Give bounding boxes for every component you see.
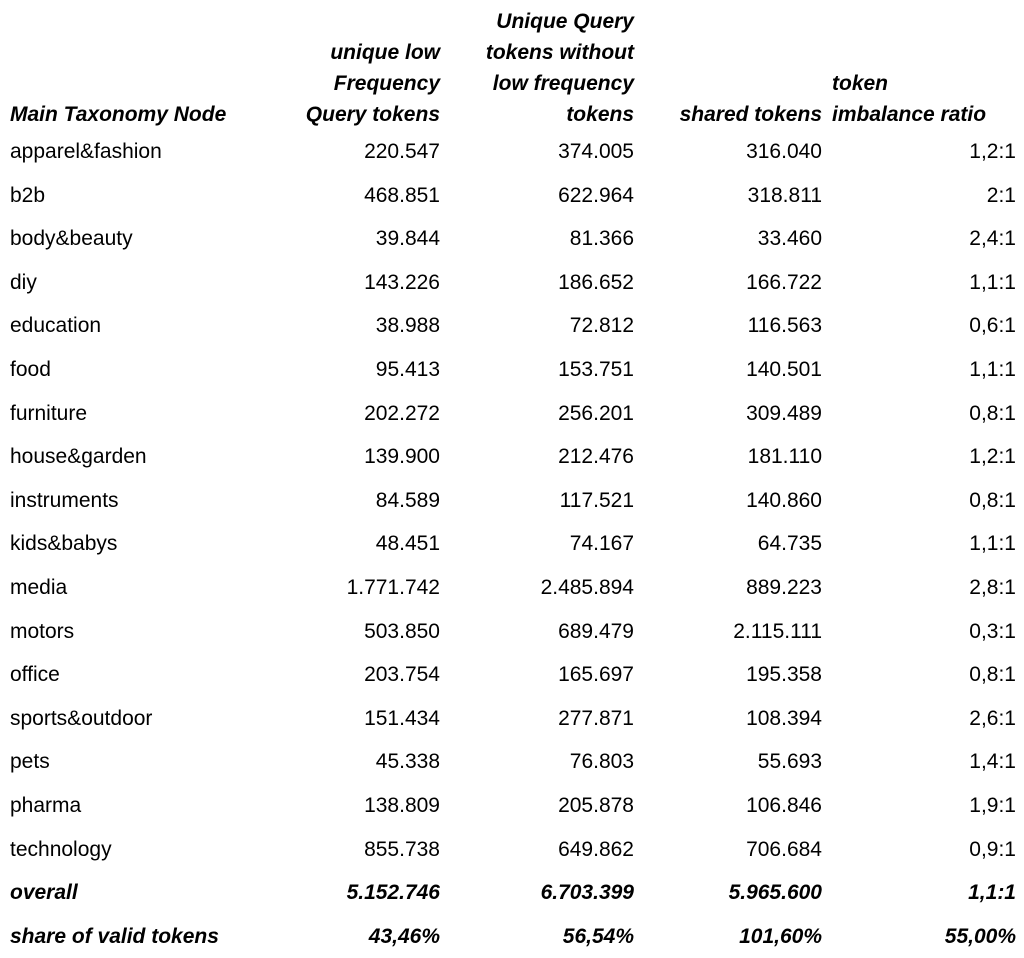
cell-imbalance-ratio: 2,8:1 (969, 575, 1016, 599)
cell-tokens-without-low-frequency: 374.005 (558, 140, 634, 163)
cell-shared-tokens: 55.693 (757, 750, 822, 774)
cell-shared-tokens: 316.040 (746, 140, 822, 163)
header-shared-tokens: shared tokens (679, 103, 822, 126)
cell-low-frequency-tokens: 855.738 (364, 837, 440, 861)
cell-low-frequency-tokens: 45.338 (375, 750, 440, 774)
cell-shared-tokens: 64.735 (757, 532, 822, 556)
cell-shared-tokens: 706.684 (746, 837, 822, 861)
table-row (0, 348, 1024, 392)
cell-shared-tokens: 318.811 (747, 183, 822, 207)
cell-shared-tokens: 140.501 (746, 357, 822, 381)
cell-taxonomy-node: motors (10, 619, 75, 643)
table-body (0, 130, 1024, 958)
cell-taxonomy-node: body&beauty (10, 227, 133, 251)
cell-shared-tokens: 195.358 (746, 663, 822, 687)
cell-taxonomy-node: office (10, 663, 60, 687)
cell-imbalance-ratio: 1,9:1 (969, 793, 1016, 817)
cell-imbalance-ratio: 1,1:1 (969, 532, 1016, 556)
table-row (0, 740, 1024, 784)
cell-low-frequency-tokens: 203.754 (364, 663, 440, 687)
cell-imbalance-ratio: 1,2:1 (969, 140, 1016, 163)
cell-low-frequency-tokens: 84.589 (375, 488, 440, 512)
header-unique-query-tokens-without-low-frequency: Unique Query tokens without low frequency tokens (485, 10, 634, 126)
cell-taxonomy-node: house&garden (10, 445, 147, 469)
header-unique-low-frequency-query-tokens: unique low Frequency Query tokens (305, 41, 440, 126)
cell-shared-tokens: 2.115.111 (733, 619, 822, 643)
table-row (0, 435, 1024, 479)
cell-tokens-without-low-frequency: 649.862 (558, 837, 634, 861)
cell-tokens-without-low-frequency: 186.652 (558, 270, 634, 294)
cell-imbalance-ratio: 1,1:1 (968, 881, 1016, 905)
cell-tokens-without-low-frequency: 277.871 (558, 706, 634, 730)
cell-imbalance-ratio: 1,1:1 (969, 270, 1016, 294)
cell-imbalance-ratio: 1,1:1 (969, 357, 1016, 381)
cell-tokens-without-low-frequency: 74.167 (569, 532, 634, 556)
cell-low-frequency-tokens: 48.451 (375, 532, 440, 556)
cell-taxonomy-node: kids&babys (10, 532, 118, 556)
cell-imbalance-ratio: 0,8:1 (969, 488, 1016, 512)
cell-imbalance-ratio: 1,2:1 (969, 445, 1016, 469)
table-row (0, 784, 1024, 828)
cell-tokens-without-low-frequency: 76.803 (569, 750, 634, 774)
cell-imbalance-ratio: 0,9:1 (969, 837, 1016, 861)
cell-imbalance-ratio: 0,6:1 (969, 314, 1016, 338)
cell-shared-tokens: 101,60% (739, 924, 822, 948)
table-row (0, 828, 1024, 872)
table-row (0, 304, 1024, 348)
cell-tokens-without-low-frequency: 117.521 (559, 488, 634, 512)
cell-low-frequency-tokens: 220.547 (364, 140, 440, 163)
cell-tokens-without-low-frequency: 2.485.894 (540, 575, 634, 599)
cell-low-frequency-tokens: 43,46% (368, 924, 440, 948)
cell-shared-tokens: 106.846 (746, 793, 822, 817)
table-row (0, 522, 1024, 566)
cell-tokens-without-low-frequency: 205.878 (558, 793, 634, 817)
cell-taxonomy-node: education (10, 314, 102, 338)
table-total-row (0, 871, 1024, 915)
cell-taxonomy-node: overall (10, 881, 78, 905)
cell-taxonomy-node: media (10, 575, 68, 599)
cell-shared-tokens: 116.563 (747, 314, 822, 338)
cell-taxonomy-node: pharma (10, 793, 82, 817)
cell-low-frequency-tokens: 5.152.746 (346, 881, 440, 905)
table-total-row (0, 915, 1024, 958)
table-row (0, 217, 1024, 261)
cell-imbalance-ratio: 2:1 (986, 183, 1016, 207)
cell-low-frequency-tokens: 38.988 (375, 314, 440, 338)
cell-taxonomy-node: apparel&fashion (10, 140, 162, 163)
cell-tokens-without-low-frequency: 256.201 (558, 401, 634, 425)
cell-imbalance-ratio: 2,4:1 (969, 227, 1016, 251)
header-main-taxonomy-node: Main Taxonomy Node (10, 103, 227, 126)
cell-low-frequency-tokens: 39.844 (375, 227, 440, 251)
table-row (0, 610, 1024, 654)
cell-imbalance-ratio: 0,3:1 (969, 619, 1016, 643)
cell-tokens-without-low-frequency: 153.751 (558, 357, 634, 381)
cell-imbalance-ratio: 55,00% (944, 924, 1016, 948)
cell-tokens-without-low-frequency: 56,54% (562, 924, 634, 948)
cell-tokens-without-low-frequency: 622.964 (558, 183, 634, 207)
cell-shared-tokens: 108.394 (746, 706, 822, 730)
cell-imbalance-ratio: 1,4:1 (969, 750, 1016, 774)
cell-taxonomy-node: furniture (10, 401, 88, 425)
cell-tokens-without-low-frequency: 165.697 (558, 663, 634, 687)
cell-low-frequency-tokens: 139.900 (364, 445, 440, 469)
table-row (0, 261, 1024, 305)
cell-low-frequency-tokens: 143.226 (364, 270, 440, 294)
table-row (0, 566, 1024, 610)
cell-low-frequency-tokens: 95.413 (375, 357, 440, 381)
cell-low-frequency-tokens: 138.809 (364, 793, 440, 817)
cell-shared-tokens: 140.860 (746, 488, 822, 512)
header-token-imbalance-ratio: token imbalance ratio (832, 72, 987, 126)
cell-tokens-without-low-frequency: 72.812 (569, 314, 634, 338)
table-header (0, 0, 1024, 130)
table-row (0, 479, 1024, 523)
cell-shared-tokens: 181.110 (747, 445, 822, 469)
cell-tokens-without-low-frequency: 6.703.399 (540, 881, 634, 905)
cell-taxonomy-node: technology (10, 837, 112, 861)
cell-tokens-without-low-frequency: 81.366 (569, 227, 634, 251)
table-row (0, 174, 1024, 218)
cell-low-frequency-tokens: 1.771.742 (346, 575, 440, 599)
cell-taxonomy-node: diy (10, 270, 37, 294)
cell-tokens-without-low-frequency: 212.476 (558, 445, 634, 469)
cell-low-frequency-tokens: 202.272 (364, 401, 440, 425)
table-row (0, 130, 1024, 174)
cell-tokens-without-low-frequency: 689.479 (558, 619, 634, 643)
cell-shared-tokens: 166.722 (746, 270, 822, 294)
cell-imbalance-ratio: 0,8:1 (969, 663, 1016, 687)
cell-taxonomy-node: b2b (10, 183, 46, 207)
cell-low-frequency-tokens: 503.850 (364, 619, 440, 643)
cell-imbalance-ratio: 0,8:1 (969, 401, 1016, 425)
cell-shared-tokens: 33.460 (757, 227, 822, 251)
cell-imbalance-ratio: 2,6:1 (969, 706, 1016, 730)
cell-shared-tokens: 889.223 (746, 575, 822, 599)
cell-taxonomy-node: share of valid tokens (10, 924, 219, 948)
table-row (0, 697, 1024, 741)
cell-taxonomy-node: instruments (10, 488, 119, 512)
cell-taxonomy-node: sports&outdoor (10, 706, 153, 730)
cell-taxonomy-node: pets (10, 750, 50, 774)
cell-low-frequency-tokens: 151.434 (364, 706, 440, 730)
cell-shared-tokens: 309.489 (746, 401, 822, 425)
table-row (0, 392, 1024, 436)
table-row (0, 653, 1024, 697)
cell-low-frequency-tokens: 468.851 (364, 183, 440, 207)
cell-taxonomy-node: food (10, 357, 51, 381)
cell-shared-tokens: 5.965.600 (728, 881, 822, 905)
